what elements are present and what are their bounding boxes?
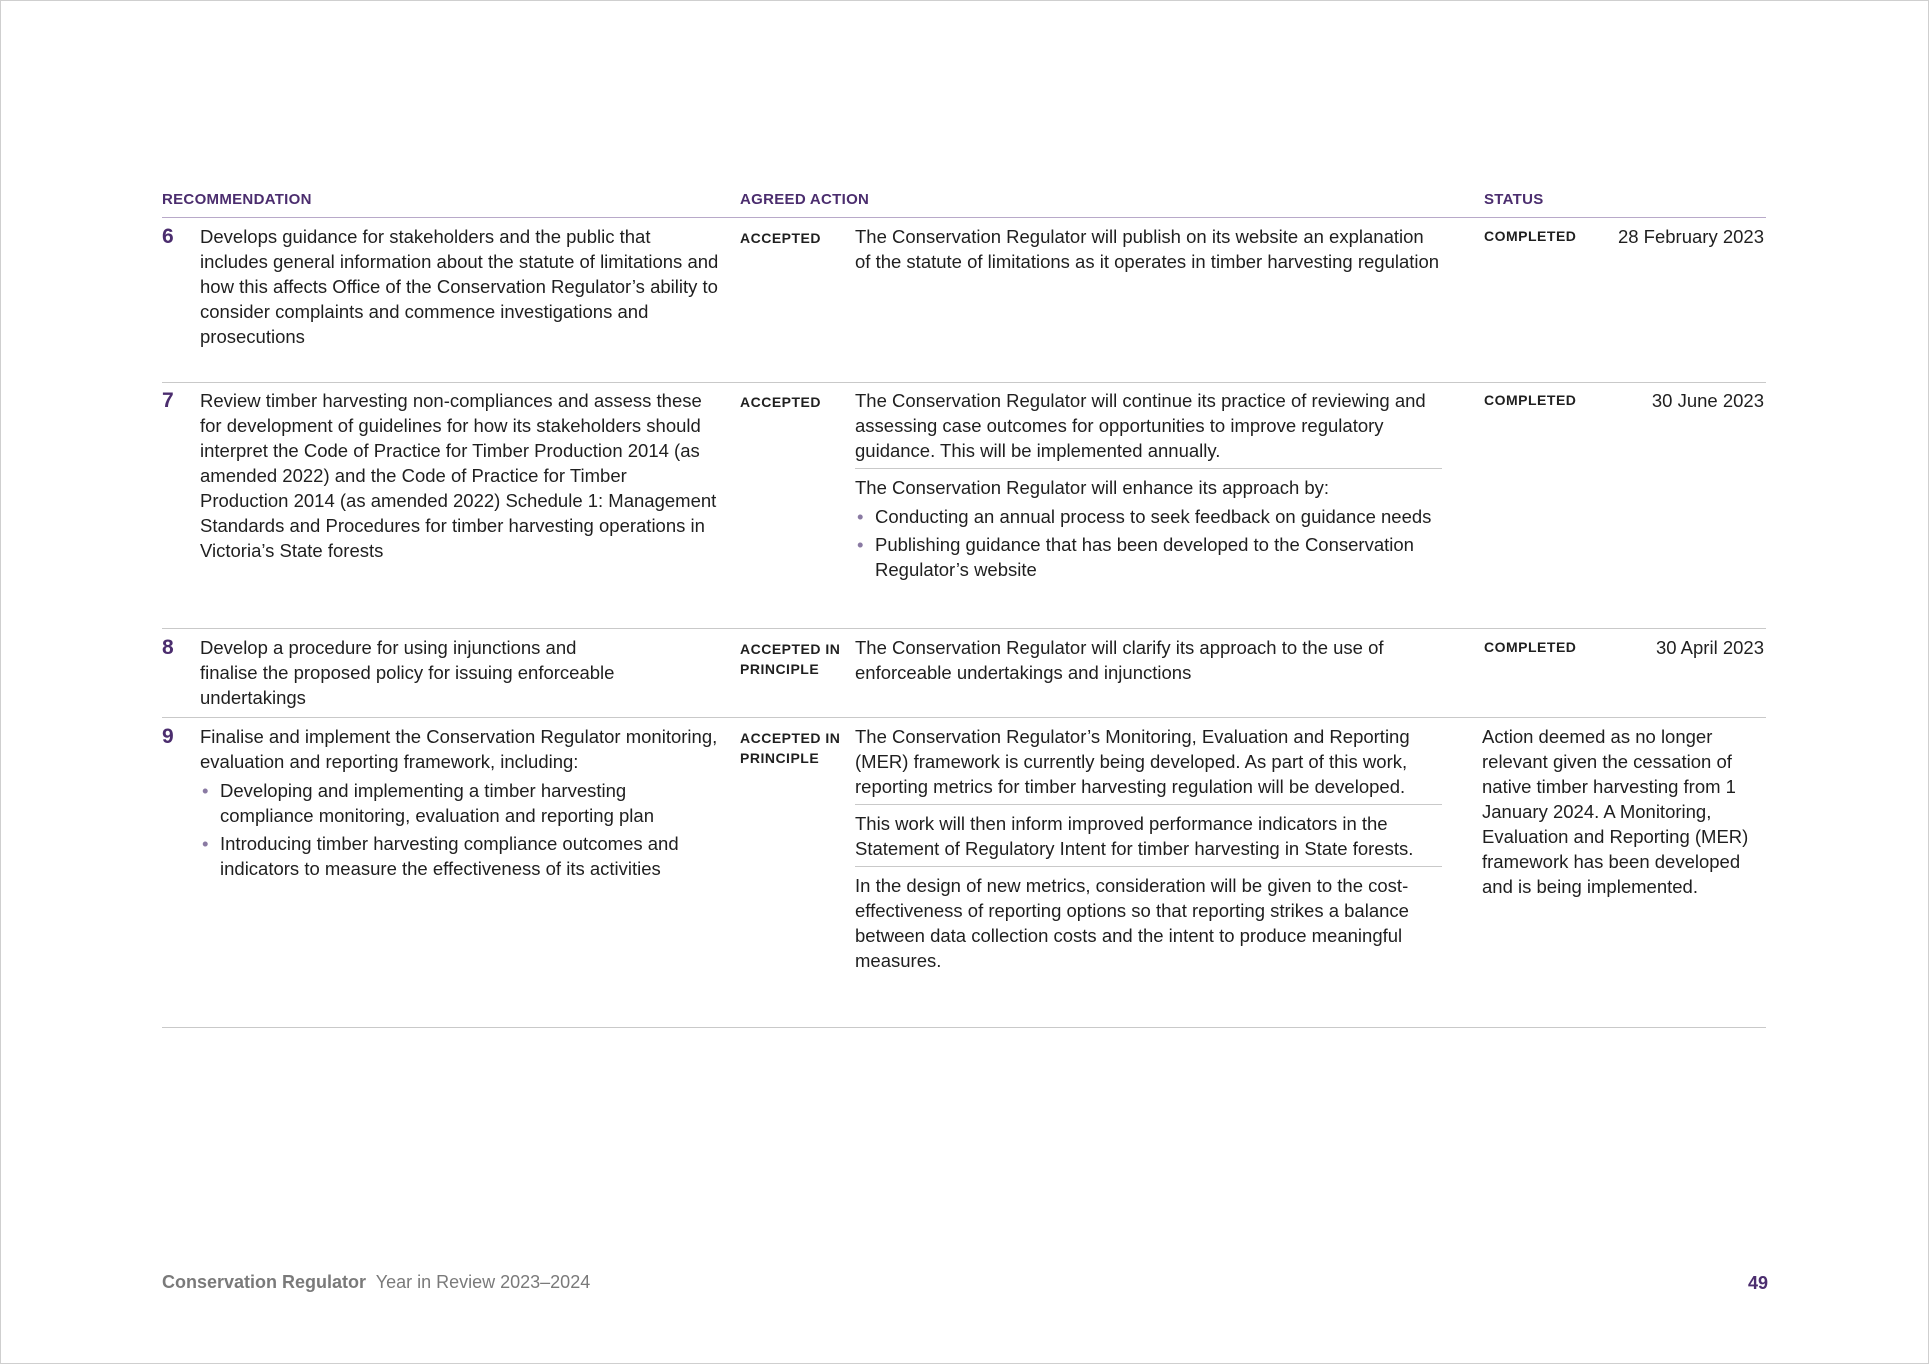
row-divider xyxy=(162,382,1766,383)
status-label: COMPLETED xyxy=(1484,639,1577,655)
action-paragraph: This work will then inform improved performance indicators in the Statement of Regulatory Intent for timber harvesting in State forests. xyxy=(855,813,1414,859)
status-label: COMPLETED xyxy=(1484,228,1577,244)
footer-title xyxy=(162,1272,590,1293)
recommendation-list xyxy=(200,778,720,881)
header-divider xyxy=(162,217,1766,218)
response-tag: ACCEPTED xyxy=(740,230,822,246)
agreed-action xyxy=(855,724,1442,973)
recommendation-text: Develop a procedure for using injunctions and finalise the proposed policy for issuing enforceable undertakings xyxy=(200,637,615,708)
row-divider xyxy=(162,717,1766,718)
action-paragraph: In the design of new metrics, consideration will be given to the cost-effectiveness of reporting options so that reporting strikes a balance between data collection costs and the intent to produce meaningful measures. xyxy=(855,875,1409,971)
recommendation-text: Review timber harvesting non-compliances and assess these for development of guidelines for how its stakeholders should interpret the Code of Practice for Timber Production 2014 (as amended 2022) and the Code of Practice for Timber Production 2014 (as amended 2022) Schedule 1: Management Standards and Procedures for timber harvesting operations in Victoria’s State forests xyxy=(200,390,717,561)
row-number: 7 xyxy=(162,389,174,412)
list-item: • Publishing guidance that has been developed to the Conservation Regulator’s website xyxy=(855,532,1442,582)
action-paragraph: The Conservation Regulator’s Monitoring, Evaluation and Reporting (MER) framework is currently being developed. As part of this work, reporting metrics for timber harvesting regulation will be developed. xyxy=(855,726,1410,797)
action-paragraph: The Conservation Regulator will publish on its website an explanation of the statute of limitations as it operates in timber harvesting regulation xyxy=(855,226,1440,272)
row-divider xyxy=(162,628,1766,629)
page-number: 49 xyxy=(1747,1273,1768,1293)
response-tag: ACCEPTED xyxy=(740,394,822,410)
list-item: • Developing and implementing a timber harvesting compliance monitoring, evaluation and reporting plan xyxy=(200,778,720,828)
response-tag: ACCEPTED IN PRINCIPLE xyxy=(740,730,841,766)
action-divider xyxy=(855,804,1442,805)
header-agreed-action: AGREED ACTION xyxy=(740,191,870,208)
action-divider xyxy=(855,468,1442,469)
recommendation-text xyxy=(200,724,720,884)
row-number: 9 xyxy=(162,725,174,748)
list-item: • Conducting an annual process to seek feedback on guidance needs xyxy=(855,504,1442,529)
header-recommendation: RECOMMENDATION xyxy=(162,191,312,208)
agreed-action xyxy=(855,388,1442,585)
action-paragraph: The Conservation Regulator will continue its practice of reviewing and assessing case outcomes for opportunities to improve regulatory guidance. This will be implemented annually. xyxy=(855,390,1426,461)
status-note: Action deemed as no longer relevant given the cessation of native timber harvesting from 1 January 2024. A Monitoring, Evaluation and Reporting (MER) framework has been developed and is being implemented. xyxy=(1482,726,1749,897)
footer-publication: Year in Review 2023–2024 xyxy=(375,1272,591,1292)
list-item: • Introducing timber harvesting compliance outcomes and indicators to measure the effectiveness of its activities xyxy=(200,831,720,881)
recommendation-intro: Finalise and implement the Conservation Regulator monitoring, evaluation and reporting framework, including: xyxy=(200,726,718,772)
action-list xyxy=(855,504,1442,582)
agreed-action xyxy=(855,635,1442,685)
agreed-action xyxy=(855,224,1442,274)
recommendation-text: Develops guidance for stakeholders and the public that includes general information about the statute of limitations and how this affects Office of the Conservation Regulator’s ability to consider complaints and commence investigations and prosecutions xyxy=(200,226,719,347)
table-bottom-rule xyxy=(162,1027,1766,1028)
footer-brand: Conservation Regulator xyxy=(162,1272,367,1292)
action-paragraph: The Conservation Regulator will enhance its approach by: xyxy=(855,477,1330,498)
status-label: COMPLETED xyxy=(1484,392,1577,408)
action-divider xyxy=(855,866,1442,867)
response-tag: ACCEPTED IN PRINCIPLE xyxy=(740,641,841,677)
action-paragraph: The Conservation Regulator will clarify its approach to the use of enforceable undertakings and injunctions xyxy=(855,637,1384,683)
completion-date: 28 February 2023 xyxy=(1617,226,1764,247)
completion-date: 30 April 2023 xyxy=(1655,637,1764,658)
completion-date: 30 June 2023 xyxy=(1651,390,1764,411)
row-number: 6 xyxy=(162,225,174,248)
row-number: 8 xyxy=(162,636,174,659)
header-status: STATUS xyxy=(1484,191,1544,208)
